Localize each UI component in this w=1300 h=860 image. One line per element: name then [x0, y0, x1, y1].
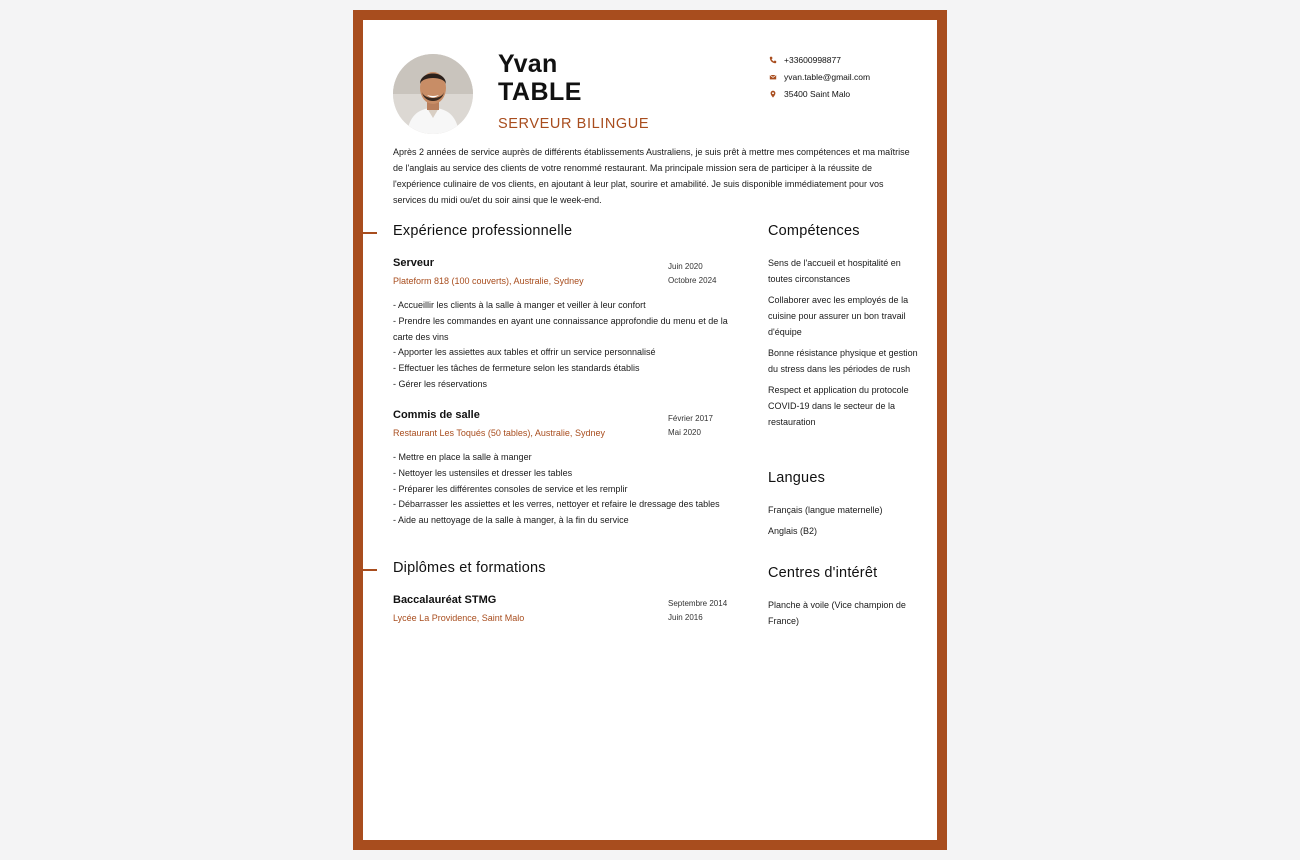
skills-list	[768, 255, 918, 435]
task-item: - Mettre en place la salle à manger	[393, 452, 532, 462]
job-1-dates	[668, 260, 716, 288]
task-item: - Préparer les différentes consoles de service et les remplir	[393, 483, 628, 494]
skill-item: Bonne résistance physique et gestion du stress dans les périodes de rush	[768, 348, 918, 374]
education-dates	[668, 597, 727, 625]
interests-list	[768, 597, 918, 634]
task-item: - Aide au nettoyage de la salle à manger, à la fin du service	[393, 515, 629, 526]
job-1-date-start: Juin 2020	[668, 262, 703, 271]
language-item: Français (langue maternelle)	[768, 505, 883, 515]
skill-item: Sens de l'accueil et hospitalité en toutes circonstances	[768, 258, 901, 284]
contact-block	[768, 51, 870, 102]
contact-location	[768, 85, 870, 102]
phone-icon	[768, 55, 777, 64]
skills-heading: Compétences	[768, 223, 860, 239]
job-2-date-end: Mai 2020	[668, 428, 701, 437]
task-item: - Accueillir les clients à la salle à manger et veiller à leur confort	[393, 300, 646, 310]
portrait-photo-icon	[393, 54, 473, 134]
resume-frame	[353, 10, 947, 850]
job-1-place: Plateform 818 (100 couverts), Australie, Sydney	[393, 276, 584, 286]
task-item: - Prendre les commandes en ayant une connaissance approfondie du menu et de la carte des vins	[393, 315, 728, 342]
job-2-date-start: Février 2017	[668, 414, 713, 423]
interest-item: Planche à voile (Vice champion de France)	[768, 600, 906, 626]
job-2-place: Restaurant Les Toqués (50 tables), Australie, Sydney	[393, 428, 605, 438]
language-item: Anglais (B2)	[768, 526, 818, 536]
education-degree: Baccalauréat STMG	[393, 594, 497, 606]
education-heading: Diplômes et formations	[393, 560, 546, 576]
profile-summary: Après 2 années de service auprès de différents établissements Australiens, je suis prêt à mettre mes compétences et ma maîtrise de l'anglais au service des clients de votre renommé restaurant. Ma principale mission sera de participer à la réussite de l'expérience culinaire de vos clients, en ajoutant à leur plat, sourire et amabilité. Je suis disponible immédiatement pour vos services du midi ou/et du soir ainsi que le week-end.	[393, 147, 910, 205]
avatar	[393, 54, 473, 134]
job-1-role: Serveur	[393, 257, 434, 269]
location-pin-icon	[768, 89, 777, 98]
section-marker	[363, 232, 377, 234]
job-2-dates	[668, 412, 713, 440]
first-name: Yvan	[498, 50, 558, 78]
education-school: Lycée La Providence, Saint Malo	[393, 613, 525, 623]
skill-item: Respect et application du protocole COVID-19 dans le secteur de la restauration	[768, 385, 909, 427]
email-text: yvan.table@gmail.com	[784, 71, 871, 82]
task-item: - Débarrasser les assiettes et les verres, nettoyer et refaire le dressage des tables	[393, 499, 720, 510]
contact-phone[interactable]	[768, 51, 870, 68]
contact-email[interactable]	[768, 68, 870, 85]
interests-heading: Centres d'intérêt	[768, 565, 878, 581]
education-date-start: Septembre 2014	[668, 599, 728, 608]
resume-page	[363, 20, 937, 840]
job-title: SERVEUR BILINGUE	[498, 116, 650, 132]
envelope-icon	[768, 72, 777, 81]
skill-item: Collaborer avec les employés de la cuisine pour assurer un bon travail d'équipe	[768, 295, 909, 337]
task-item: - Effectuer les tâches de fermeture selon les standards établis	[393, 363, 640, 374]
job-1-tasks	[393, 298, 743, 393]
last-name: TABLE	[498, 78, 582, 106]
location-text: 35400 Saint Malo	[784, 88, 851, 99]
section-marker	[363, 569, 377, 571]
experience-heading: Expérience professionnelle	[393, 223, 573, 239]
phone-text: +33600998877	[784, 54, 841, 65]
task-item: - Apporter les assiettes aux tables et offrir un service personnalisé	[393, 347, 656, 358]
task-item: - Gérer les réservations	[393, 378, 488, 389]
job-1-date-end: Octobre 2024	[668, 276, 717, 285]
languages-heading: Langues	[768, 470, 826, 486]
job-2-tasks	[393, 450, 743, 529]
job-2-role: Commis de salle	[393, 409, 480, 421]
task-item: - Nettoyer les ustensiles et dresser les tables	[393, 467, 573, 478]
languages-list	[768, 502, 918, 544]
education-date-end: Juin 2016	[668, 613, 703, 622]
